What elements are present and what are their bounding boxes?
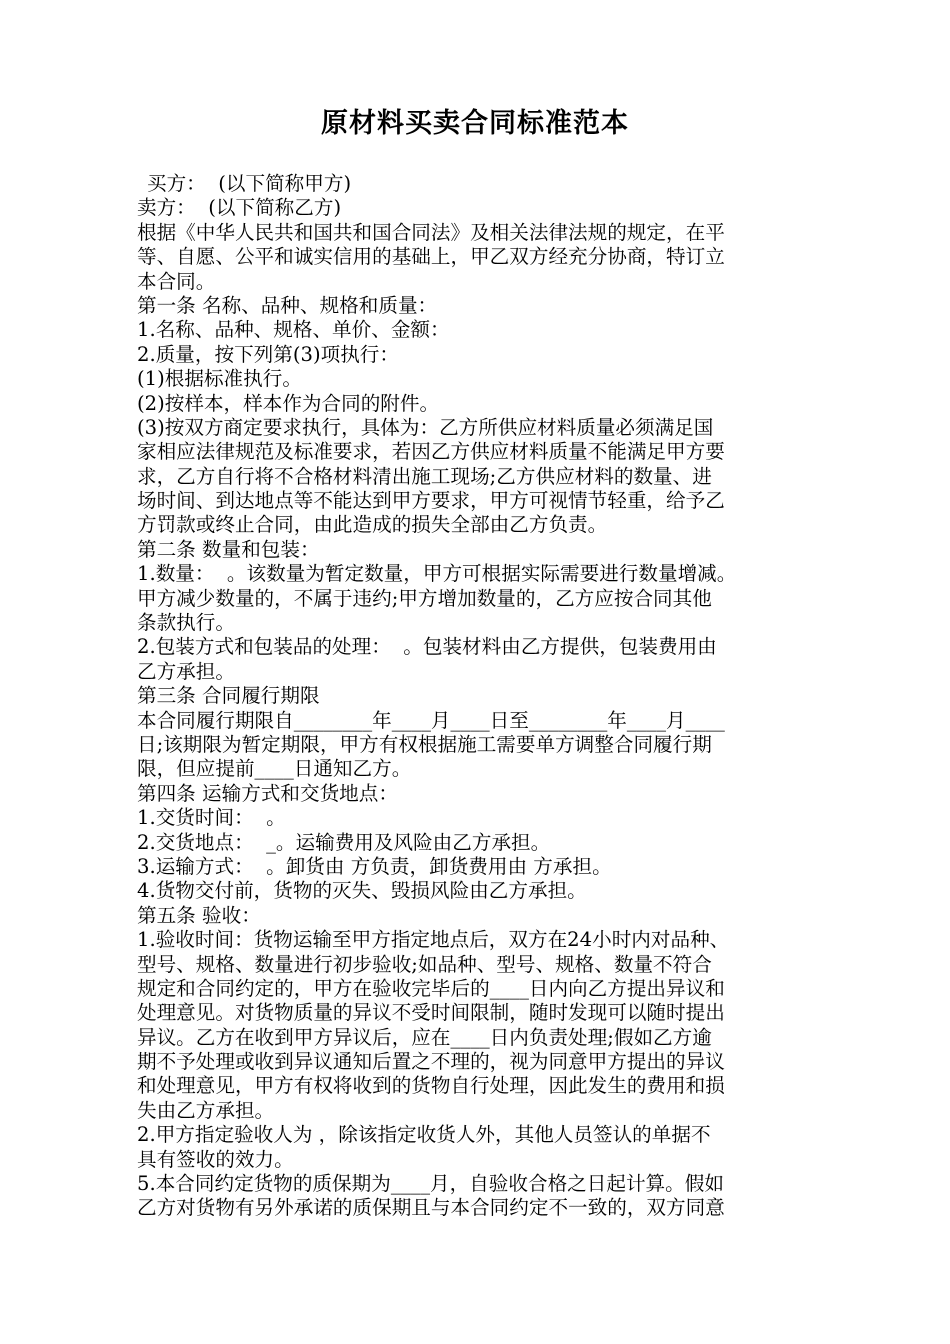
document-line: 处理意见。对货物质量的异议不受时间限制，随时发现可以随时提出 — [137, 1001, 725, 1025]
document-line: 第二条 数量和包装： — [137, 537, 320, 561]
document-line: 本合同。 — [137, 269, 216, 293]
document-line: 2.包装方式和包装品的处理： 。包装材料由乙方提供，包装费用由 — [137, 635, 717, 659]
document-line: 方罚款或终止合同，由此造成的损失全部由乙方负责。 — [137, 513, 608, 537]
document-body — [137, 172, 827, 1221]
document-line: 和处理意见，甲方有权将收到的货物自行处理，因此发生的费用和损 — [137, 1074, 725, 1098]
document-line: (3)按双方商定要求执行，具体为：乙方所供应材料质量必须满足国 — [137, 415, 714, 439]
document-line: 场时间、到达地点等不能达到甲方要求，甲方可视情节轻重，给予乙 — [137, 489, 725, 513]
document-line: 2.质量，按下列第(3)项执行： — [137, 342, 399, 366]
document-line: 甲方减少数量的，不属于违约;甲方增加数量的，乙方应按合同其他 — [137, 586, 712, 610]
document-line: 具有签收的效力。 — [137, 1147, 294, 1171]
document-line: 卖方： (以下简称乙方) — [137, 196, 342, 220]
document-line: 买方： (以下简称甲方) — [147, 172, 352, 195]
document-line: 本合同履行期限自________年____月____日至________年____月____ — [137, 708, 725, 732]
document-line: 第五条 验收： — [137, 903, 261, 927]
document-line: 乙方对货物有另外承诺的质保期且与本合同约定不一致的，双方同意 — [137, 1196, 725, 1220]
document-line: 限，但应提前____日通知乙方。 — [137, 757, 412, 781]
document-line: 家相应法律规范及标准要求，若因乙方供应材料质量不能满足甲方要 — [137, 440, 725, 464]
document-line: 2.交货地点： _。运输费用及风险由乙方承担。 — [137, 830, 551, 854]
document-line: 1.交货时间： 。 — [137, 806, 286, 830]
document-line: 5.本合同约定货物的质保期为____月，自验收合格之日起计算。假如 — [137, 1172, 724, 1196]
document-line: 型号、规格、数量进行初步验收;如品种、型号、规格、数量不符合 — [137, 952, 712, 976]
document-line: 等、自愿、公平和诚实信用的基础上，甲乙双方经充分协商，特订立 — [137, 245, 725, 269]
document-line: 求，乙方自行将不合格材料清出施工现场;乙方供应材料的数量、进 — [137, 464, 712, 488]
document-line: 规定和合同约定的，甲方在验收完毕后的____日内向乙方提出异议和 — [137, 976, 725, 1000]
document-line: 乙方承担。 — [137, 659, 235, 683]
document-line: 第三条 合同履行期限 — [137, 684, 320, 708]
document-line: 条款执行。 — [137, 611, 235, 635]
document-line: 根据《中华人民共和国共和国合同法》及相关法律法规的规定，在平 — [137, 220, 725, 244]
document-line: 1.数量： 。该数量为暂定数量，甲方可根据实际需要进行数量增减。 — [137, 562, 737, 586]
document-line: 第一条 名称、品种、规格和质量： — [137, 293, 438, 317]
document-line: 1.名称、品种、规格、单价、金额： — [137, 318, 450, 342]
document-line: (1)根据标准执行。 — [137, 367, 302, 391]
document-line: (2)按样本，样本作为合同的附件。 — [137, 391, 440, 415]
document-line: 1.验收时间：货物运输至甲方指定地点后，双方在24小时内对品种、 — [137, 928, 730, 952]
document-title: 原材料买卖合同标准范本 — [321, 108, 629, 139]
document-line: 异议。乙方在收到甲方异议后，应在____日内负责处理;假如乙方逾 — [137, 1025, 712, 1049]
document-line: 第四条 运输方式和交货地点： — [137, 781, 398, 805]
document-line: 日;该期限为暂定期限，甲方有权根据施工需要单方调整合同履行期 — [137, 732, 712, 756]
document-line: 失由乙方承担。 — [137, 1098, 275, 1122]
document-line: 4.货物交付前，货物的灭失、毁损风险由乙方承担。 — [137, 879, 587, 903]
document-line: 2.甲方指定验收人为 ，除该指定收货人外，其他人员签认的单据不 — [137, 1123, 711, 1147]
document-line: 期不予处理或收到异议通知后置之不理的，视为同意甲方提出的异议 — [137, 1050, 725, 1074]
document-line: 3.运输方式： 。卸货由 方负责，卸货费用由 方承担。 — [137, 854, 612, 878]
